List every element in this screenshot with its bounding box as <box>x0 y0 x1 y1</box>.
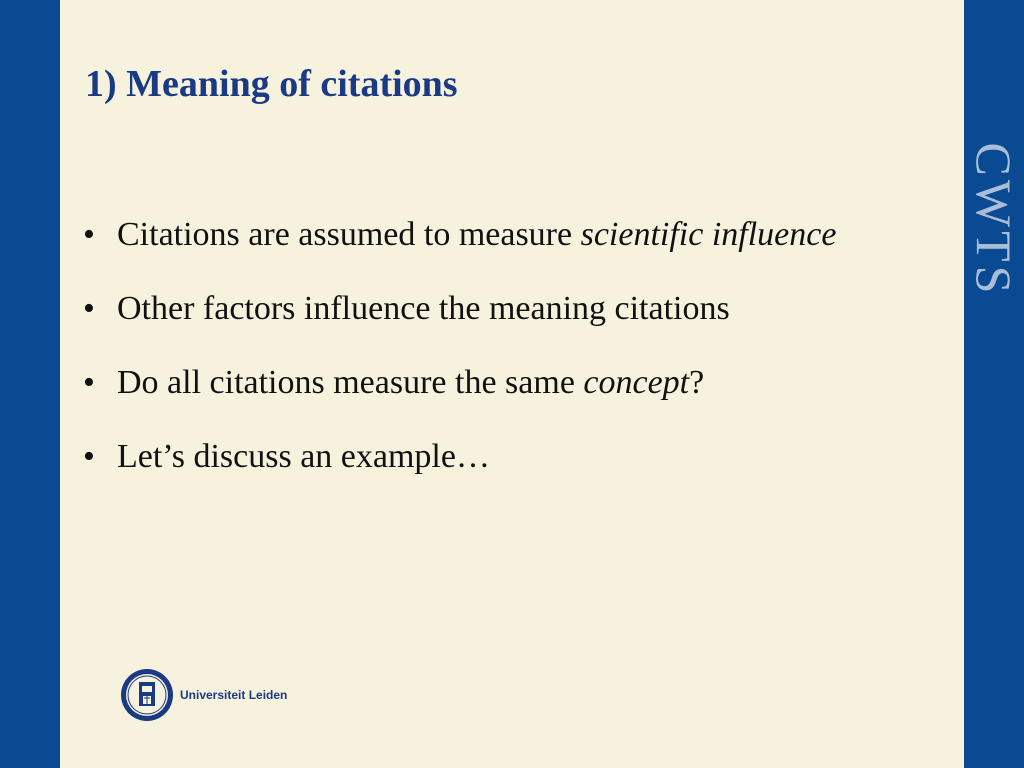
slide-title: 1) Meaning of citations <box>85 63 458 105</box>
bullet-item <box>80 212 860 258</box>
bullet-list <box>80 212 860 508</box>
bullet-text: Citations are assumed to measure <box>117 216 581 253</box>
university-logo <box>120 664 287 726</box>
bullet-emphasis: scientific influence <box>580 216 837 253</box>
bullet-dot: • <box>83 438 95 475</box>
bullet-dot: • <box>83 216 95 253</box>
bullet-emphasis: concept <box>583 364 690 401</box>
cwts-brand-text: CWTS <box>966 142 1022 298</box>
bullet-text: Let’s discuss an example… <box>117 438 490 475</box>
bullet-item <box>80 360 860 406</box>
bullet-item <box>80 286 860 332</box>
bullet-suffix: ? <box>689 364 705 401</box>
left-blue-band <box>0 0 60 768</box>
bullet-dot: • <box>83 290 95 327</box>
right-blue-band <box>964 0 1024 768</box>
university-logo-text: Universiteit Leiden <box>180 688 288 702</box>
leiden-seal-icon <box>120 664 174 726</box>
bullet-text: Other factors influence the meaning citations <box>117 290 730 327</box>
bullet-text: Do all citations measure the same <box>117 364 584 401</box>
bullet-item <box>80 434 860 480</box>
bullet-dot: • <box>83 364 95 401</box>
